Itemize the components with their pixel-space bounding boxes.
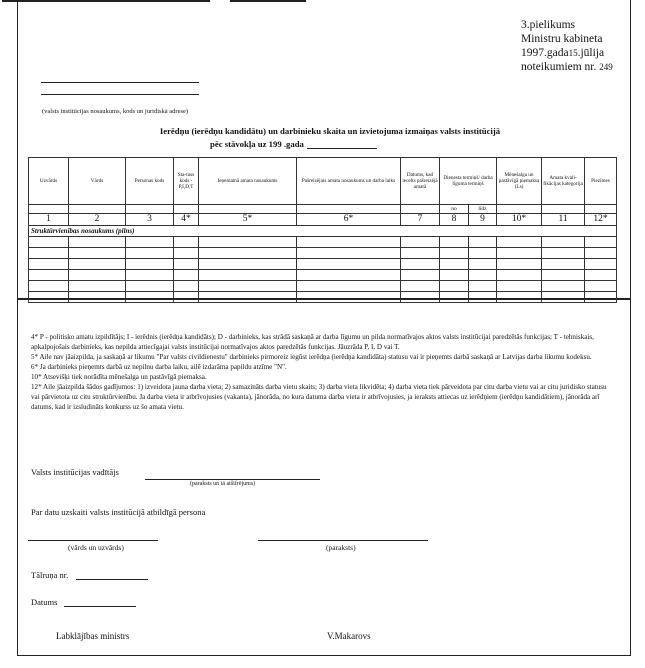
table-row — [29, 248, 617, 259]
table-row — [29, 281, 617, 292]
form-title: Ierēdņu (ierēdņu kandidātu) un darbinieku skaita un izvietojuma izmaiņas valsts institūcijā — [159, 126, 501, 136]
form-subtitle: pēc stāvokļa uz 199 .gada — [210, 139, 377, 149]
annex-line-3: 1997.gada15.jūlija — [521, 47, 605, 59]
annex-line-1: 3.pielikums — [521, 19, 575, 31]
footnote-4: 4* P - politisko amatu izpildītājs; I - ierēdnis (ierēdņa kandidāts); D - darbinieks, kas strādā saskaņā ar darba līgumu un pilda normatīvajos aktos valsts institūcijai paredzētās funkcijas; T - tehniskais, apkalpojošais darbinieks, kas nepilda attiecīgajai valsts institūcijai normatīvajos aktos paredzētās funkcijas. Jāuzrāda P, I, D vai T. — [31, 333, 594, 351]
footer-position: Labklājības ministrs — [56, 631, 130, 641]
head-signature-line — [145, 479, 320, 480]
header-personal-code: Personas kods — [126, 158, 174, 205]
footnote-10: 10* Atsevišķi tiek norādīta mēnešalga un pastāvīgā piemaksa. — [31, 373, 207, 381]
column-numbers-row: 1 2 3 4* 5* 6* 7 8 9 10* 11 12* — [29, 214, 617, 226]
footnote-6: 6* Ja darbinieks pieņemts darbā uz nepilnu darba laiku, ailē izdarāma papildu atzīme "N". — [31, 363, 287, 371]
name-line — [28, 540, 158, 541]
institution-line-1 — [41, 82, 199, 83]
header-position: Ieņemamā amata nosaukums — [199, 158, 297, 205]
table-row — [29, 259, 617, 270]
sign-caption: (paraksts) — [326, 543, 356, 552]
header-name: Vārds — [69, 158, 126, 205]
phone-label: Tālruņa nr. — [31, 570, 69, 580]
header-appointment-date: Datums, kad iecelts pašreizējā amatā — [401, 158, 440, 205]
header-category: Amata kvali-fikācijas kategorija — [542, 158, 585, 205]
institution-caption: (valsts institūcijas nosaukums, kods un juridiskā adrese) — [42, 108, 189, 115]
header-current-position: Pašreizējais amata nosaukums un darba laiks — [297, 158, 401, 205]
annex-line-2: Ministru kabineta — [521, 33, 603, 45]
structure-unit-row: Struktūrvienības nosaukums (pilns) — [29, 226, 617, 237]
institution-line-2 — [41, 94, 199, 95]
header-term-from: no — [440, 205, 469, 214]
table-row — [29, 237, 617, 248]
footnotes — [31, 332, 611, 412]
table-row — [29, 292, 617, 303]
footer-signatory: V.Makarovs — [327, 631, 371, 641]
sign-line — [258, 540, 428, 541]
responsible-person-label: Par datu uzskaiti valsts institūcijā atbildīgā persona — [31, 507, 206, 517]
annex-reference — [521, 18, 613, 74]
header-status: Sta-tuss kods - P,I,D,T — [174, 158, 199, 205]
head-of-institution-label: Valsts institūcijas vadītājs — [31, 467, 119, 477]
table-row — [29, 270, 617, 281]
header-term: Dienesta termiņš/ darba līguma termiņš — [440, 158, 497, 205]
annex-line-4: noteikumiem nr. 249 — [521, 61, 613, 73]
footnote-12: 12* Aile jāaizpilda šādos gadījumos: 1) izveidota jauna darba vieta; 2) samazināts darba vietu skaits; 3) darba vieta likvidēta; 4) darba vieta tiek pārveidota par citu darba vietu vai ar citu juridisko statusu vai pārvietota uz citu struktūrvienību. Ja darba vieta ir atbrīvojusies (vakanta), jānorāda, no kura datuma darba vieta ir atbrīvojusies, ja ieraksts attiecas uz ierēdņiem (ierēdņu kandidātiem), jānorāda arī datums, kad ir izsludināts konkurss uz šo amata vietu. — [31, 383, 607, 411]
header-notes: Piezīmes — [585, 158, 617, 205]
footnote-5: 5* Aile nav jāaizpilda, ja saskaņā ar likumu "Par valsts civildienestu" darbinieks pirmoreiz iegūst ierēdņa (ierēdņa kandidāta) statusu vai ir pieņemts darbā saskaņā ar Latvijas darba likumu kodeksu. — [31, 353, 592, 361]
phone-line — [76, 579, 148, 580]
head-signature-caption: (paraksts un tā atšifrējums) — [190, 481, 256, 487]
header-term-to: līdz — [469, 205, 497, 214]
header-salary: Mēnešalga un pastāvīgā piemaksa (Ls) — [497, 158, 542, 205]
date-line — [64, 606, 136, 607]
staff-table — [28, 157, 617, 303]
name-caption: (vārds un uzvārds) — [68, 543, 124, 552]
header-surname: Uzvārds — [29, 158, 69, 205]
date-label: Datums — [31, 597, 58, 607]
